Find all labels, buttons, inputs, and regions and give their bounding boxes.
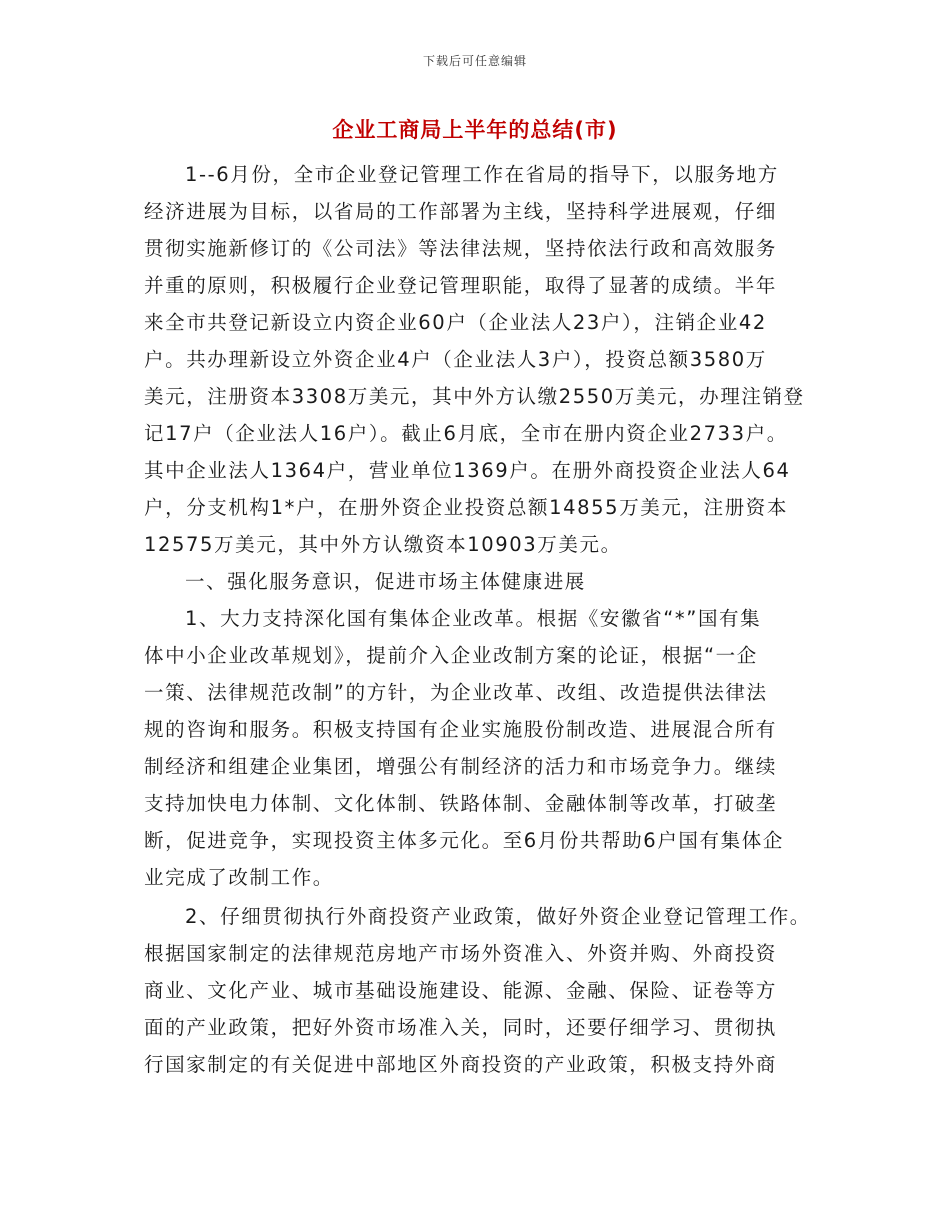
body-line: 根据国家制定的法律规范房地产市场外资准入、外资并购、外商投资 — [144, 942, 778, 965]
document-title: 企业工商局上半年的总结(市) — [332, 118, 618, 142]
body-line: 行国家制定的有关促进中部地区外商投资的产业政策，积极支持外商 — [144, 1053, 778, 1076]
body-line: 1、大力支持深化国有集体企业改革。根据《安徽省“*”国有集 — [185, 607, 762, 630]
body-line: 贯彻实施新修订的《公司法》等法律法规，坚持依法行政和高效服务 — [144, 237, 778, 260]
body-line: 来全市共登记新设立内资企业60户（企业法人23户），注销企业42 — [144, 311, 767, 334]
body-line: 1--6月份，全市企业登记管理工作在省局的指导下，以服务地方 — [185, 163, 779, 186]
body-line: 经济进展为目标，以省局的工作部署为主线，坚持科学进展观，仔细 — [144, 200, 778, 223]
header-note: 下载后可任意编辑 — [422, 54, 527, 68]
body-line: 并重的原则，积极履行企业登记管理职能，取得了显著的成绩。半年 — [144, 274, 778, 297]
body-line: 2、仔细贯彻执行外商投资产业政策，做好外资企业登记管理工作。 — [185, 905, 811, 928]
body-line: 记17户（企业法人16户）。截止6月底，全市在册内资企业2733户。 — [144, 422, 788, 445]
body-line: 支持加快电力体制、文化体制、铁路体制、金融体制等改革，打破垄 — [144, 792, 778, 815]
body-line: 规的咨询和服务。积极支持国有企业实施股份制改造、进展混合所有 — [144, 718, 778, 741]
body-line: 业完成了改制工作。 — [144, 866, 334, 889]
body-line: 户。共办理新设立外资企业4户（企业法人3户），投资总额3580万 — [144, 348, 767, 371]
body-line: 户，分支机构1*户，在册外资企业投资总额14855万美元，注册资本 — [144, 496, 788, 519]
body-line: 12575万美元，其中外方认缴资本10903万美元。 — [144, 533, 622, 556]
body-line: 一策、法律规范改制”的方针，为企业改革、改组、改造提供法律法 — [144, 681, 768, 704]
body-line: 体中小企业改革规划》，提前介入企业改制方案的论证，根据“一企 — [144, 644, 758, 667]
body-line: 面的产业政策，把好外资市场准入关，同时，还要仔细学习、贯彻执 — [144, 1016, 778, 1039]
section-heading: 一、强化服务意识，促进市场主体健康进展 — [185, 570, 586, 593]
body-line: 其中企业法人1364户，营业单位1369户。在册外商投资企业法人64 — [144, 459, 791, 482]
body-line: 断，促进竞争，实现投资主体多元化。至6月份共帮助6户国有集体企 — [144, 829, 784, 852]
body-line: 制经济和组建企业集团，增强公有制经济的活力和市场竞争力。继续 — [144, 755, 778, 778]
body-line: 商业、文化产业、城市基础设施建设、能源、金融、保险、证卷等方 — [144, 979, 778, 1002]
body-line: 美元，注册资本3308万美元，其中外方认缴2550万美元，办理注销登 — [144, 385, 805, 408]
